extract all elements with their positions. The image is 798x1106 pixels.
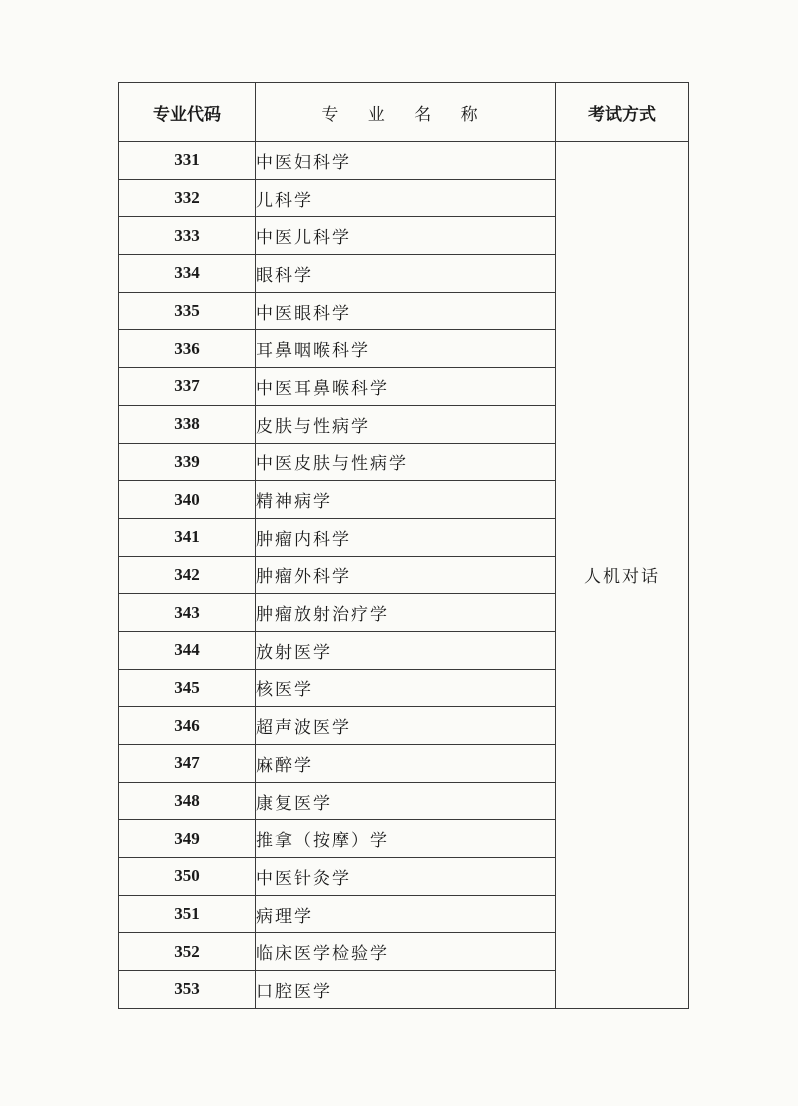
major-name: 中医眼科学 <box>256 292 556 330</box>
exam-method: 人机对话 <box>556 142 689 1009</box>
header-row <box>119 83 689 142</box>
major-name: 皮肤与性病学 <box>256 405 556 443</box>
table-body <box>119 142 689 1009</box>
major-name: 超声波医学 <box>256 707 556 745</box>
major-code: 343 <box>119 594 256 632</box>
header-code: 专业代码 <box>119 83 256 142</box>
major-code: 351 <box>119 895 256 933</box>
major-name: 中医妇科学 <box>256 142 556 180</box>
major-code: 335 <box>119 292 256 330</box>
major-code: 349 <box>119 820 256 858</box>
major-name: 中医皮肤与性病学 <box>256 443 556 481</box>
major-name: 病理学 <box>256 895 556 933</box>
major-name: 肿瘤放射治疗学 <box>256 594 556 632</box>
major-name: 康复医学 <box>256 782 556 820</box>
major-code: 331 <box>119 142 256 180</box>
major-code: 338 <box>119 405 256 443</box>
majors-table <box>118 82 689 1009</box>
major-name: 放射医学 <box>256 631 556 669</box>
major-name: 儿科学 <box>256 179 556 217</box>
major-name: 精神病学 <box>256 481 556 519</box>
major-code: 353 <box>119 971 256 1009</box>
major-name: 肿瘤外科学 <box>256 556 556 594</box>
major-code: 334 <box>119 255 256 293</box>
table-row <box>119 142 689 180</box>
major-name: 临床医学检验学 <box>256 933 556 971</box>
major-code: 347 <box>119 745 256 783</box>
major-code: 340 <box>119 481 256 519</box>
major-name: 推拿（按摩）学 <box>256 820 556 858</box>
major-code: 346 <box>119 707 256 745</box>
major-code: 342 <box>119 556 256 594</box>
header-name: 专 业 名 称 <box>256 83 556 142</box>
major-name: 肿瘤内科学 <box>256 518 556 556</box>
major-name: 眼科学 <box>256 255 556 293</box>
major-code: 345 <box>119 669 256 707</box>
major-name: 核医学 <box>256 669 556 707</box>
major-code: 339 <box>119 443 256 481</box>
major-code: 333 <box>119 217 256 255</box>
header-exam: 考试方式 <box>556 83 689 142</box>
major-code: 348 <box>119 782 256 820</box>
major-name: 麻醉学 <box>256 745 556 783</box>
major-code: 341 <box>119 518 256 556</box>
major-code: 352 <box>119 933 256 971</box>
table-header <box>119 83 689 142</box>
major-code: 350 <box>119 858 256 896</box>
major-name: 中医针灸学 <box>256 858 556 896</box>
major-code: 336 <box>119 330 256 368</box>
major-code: 337 <box>119 368 256 406</box>
major-code: 332 <box>119 179 256 217</box>
major-name: 中医儿科学 <box>256 217 556 255</box>
major-name: 口腔医学 <box>256 971 556 1009</box>
major-code: 344 <box>119 631 256 669</box>
major-name: 中医耳鼻喉科学 <box>256 368 556 406</box>
major-name: 耳鼻咽喉科学 <box>256 330 556 368</box>
